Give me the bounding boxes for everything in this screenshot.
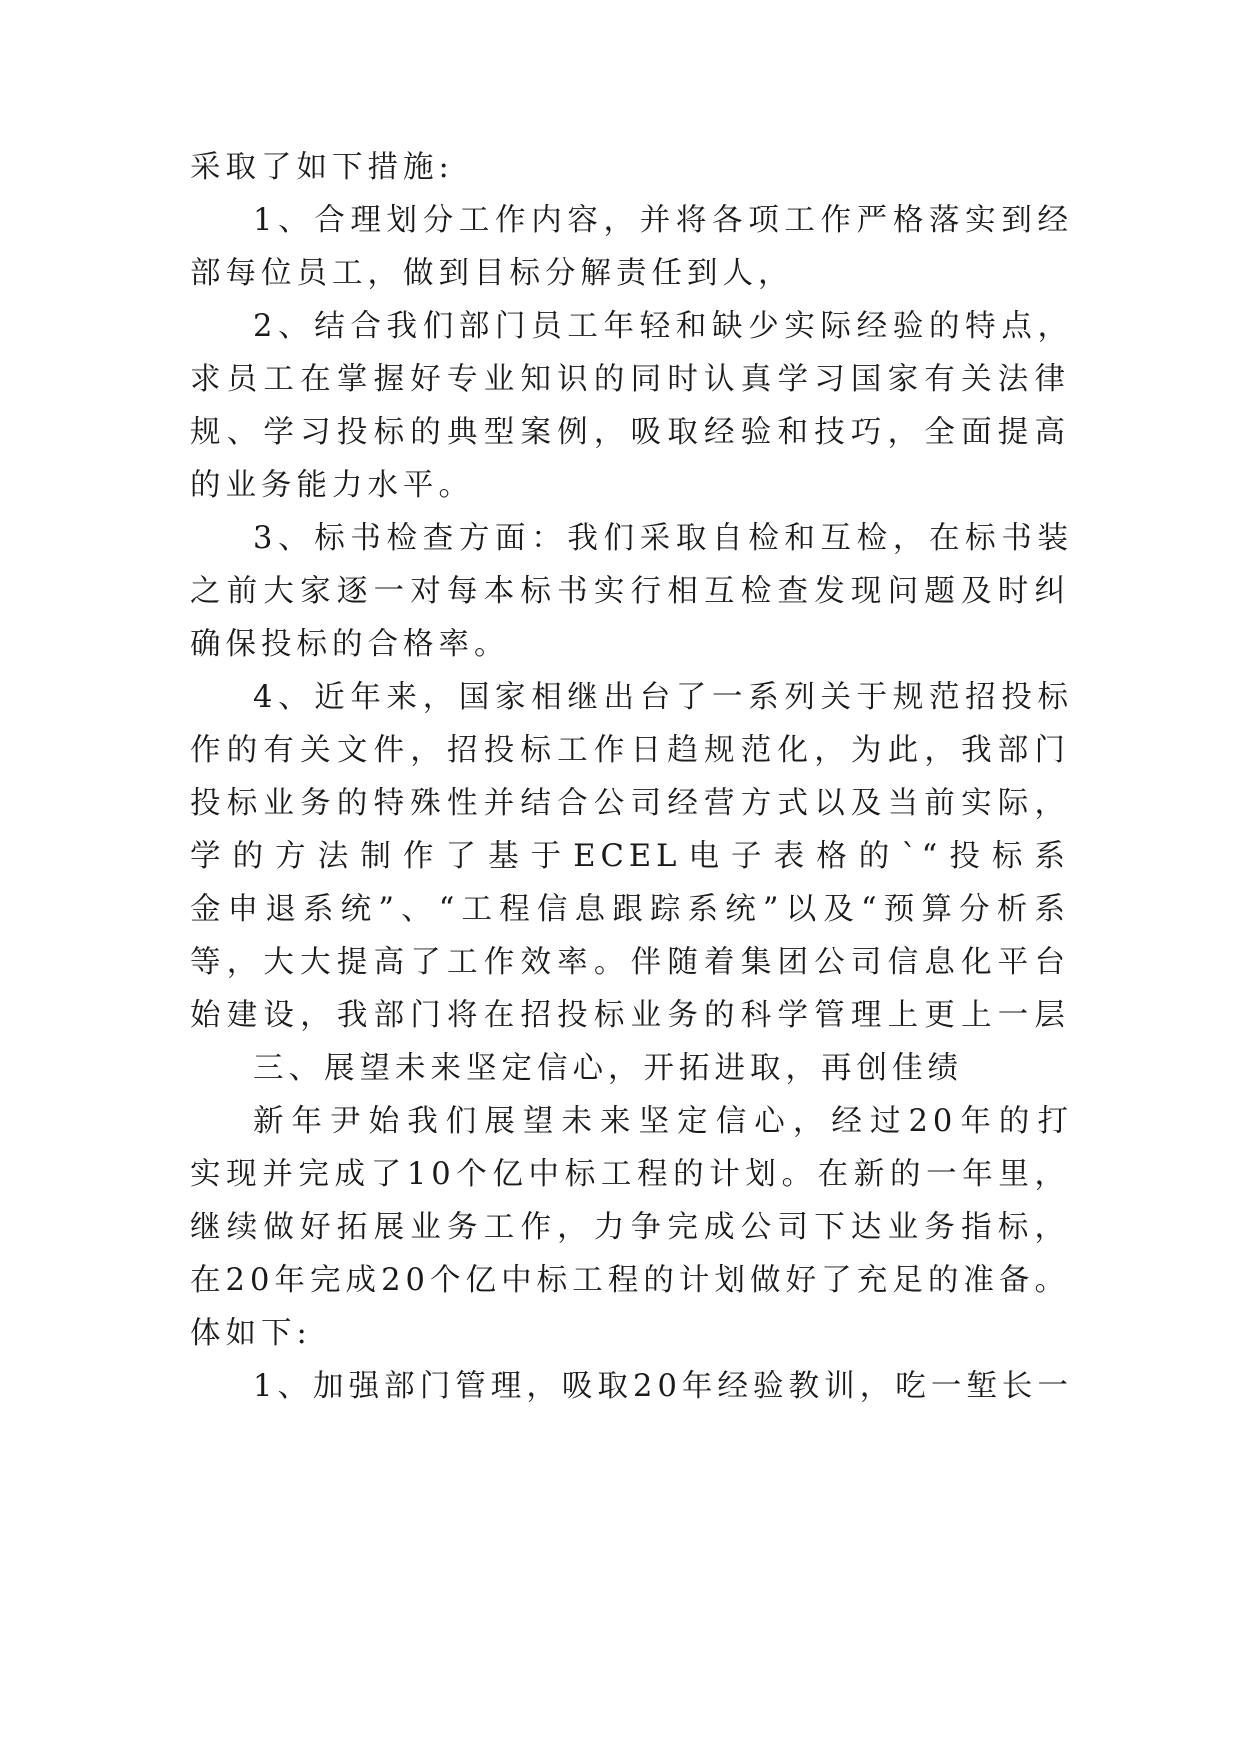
text-line: 1、加强部门管理，吸取20年经验教训，吃一堑长一 (253, 1369, 1073, 1404)
text-line: 求员工在掌握好专业知识的同时认真学习国家有关法律 (190, 362, 1070, 397)
text-line: 部每位员工，做到目标分解责任到人， (190, 256, 794, 291)
text-line: 实现并完成了10个亿中标工程的计划。在新的一年里， (190, 1157, 1070, 1192)
text-line: 2、结合我们部门员工年轻和缺少实际经验的特点， (253, 309, 1073, 344)
text-line: 采取了如下措施: (190, 150, 454, 185)
text-line: 始建设，我部门将在招投标业务的科学管理上更上一层 (190, 998, 1070, 1033)
text-line: 体如下: (190, 1316, 312, 1351)
text-line: 作的有关文件，招投标工作日趋规范化，为此，我部门 (190, 733, 1070, 768)
text-line: 金申退系统”、“工程信息跟踪系统”以及“预算分析系 (190, 892, 1070, 927)
text-line: 3、标书检查方面：我们采取自检和互检，在标书装 (253, 521, 1073, 556)
text-line: 在20年完成20个亿中标工程的计划做好了充足的准备。 (190, 1263, 1070, 1298)
text-line: 4、近年来，国家相继出台了一系列关于规范招投标 (253, 680, 1073, 715)
text-line: 之前大家逐一对每本标书实行相互检查发现问题及时纠 (190, 574, 1070, 609)
text-line: 学的方法制作了基于ECEL电子表格的`“投标系 (190, 839, 1070, 874)
text-line: 新年尹始我们展望未来坚定信心，经过20年的打 (253, 1104, 1073, 1139)
text-line: 继续做好拓展业务工作，力争完成公司下达业务指标， (190, 1210, 1070, 1245)
text-line: 1、合理划分工作内容，并将各项工作严格落实到经 (253, 203, 1073, 238)
text-line: 确保投标的合格率。 (190, 627, 510, 662)
text-line: 的业务能力水平。 (190, 468, 474, 503)
section-heading: 三、展望未来坚定信心，开拓进取，再创佳绩 (253, 1051, 963, 1086)
text-line: 规、学习投标的典型案例，吸取经验和技巧，全面提高 (190, 415, 1070, 450)
text-line: 等，大大提高了工作效率。伴随着集团公司信息化平台 (190, 945, 1070, 980)
text-line: 投标业务的特殊性并结合公司经营方式以及当前实际， (190, 786, 1070, 821)
